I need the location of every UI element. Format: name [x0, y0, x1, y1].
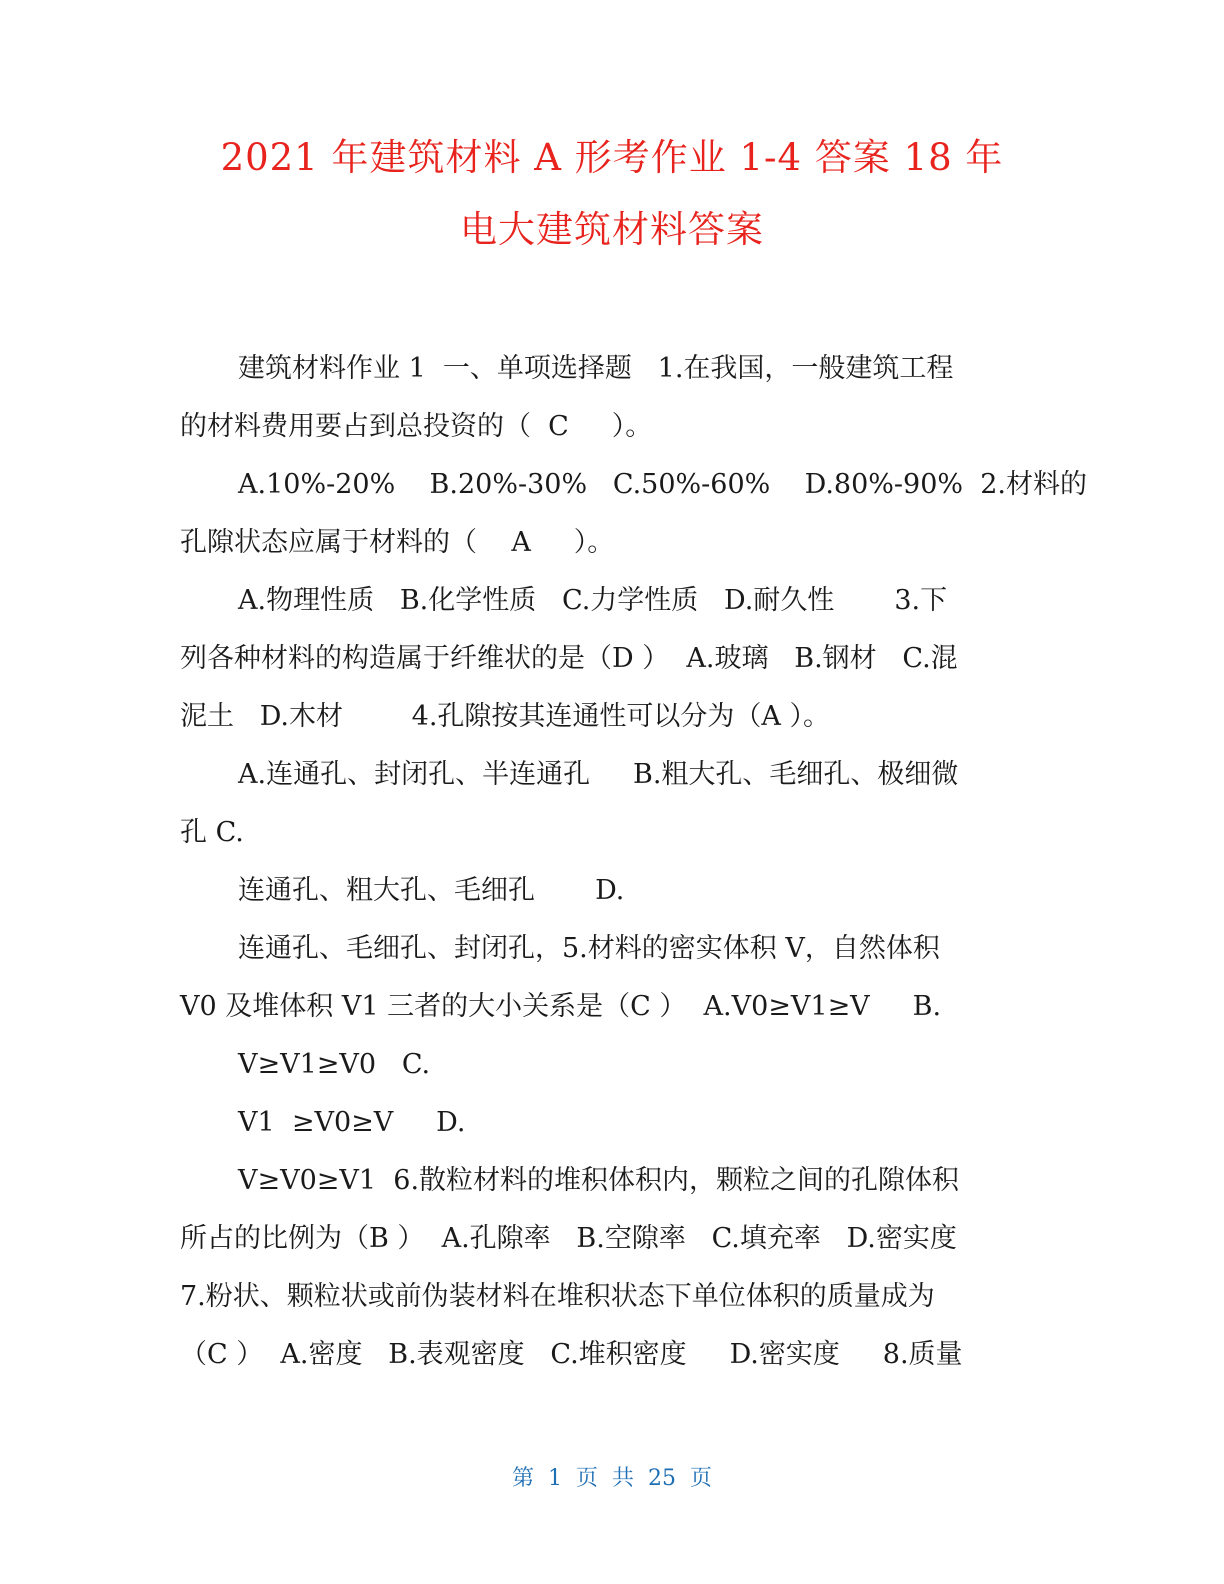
body-line: V1 ≥V0≥V D. [238, 1107, 466, 1138]
body-line: （C ） A.密度 B.表观密度 C.堆积密度 D.密实度 8.质量 [180, 1339, 963, 1370]
body-line: 孔隙状态应属于材料的（ A ）。 [180, 527, 615, 558]
body-line: 的材料费用要占到总投资的（ C ）。 [180, 411, 653, 442]
body-line: A.物理性质 B.化学性质 C.力学性质 D.耐久性 3.下 [238, 585, 948, 616]
body-line: V0 及堆体积 V1 三者的大小关系是（C ） A.V0≥V1≥V B. [180, 991, 942, 1022]
body-line: 所占的比例为（B ） A.孔隙率 B.空隙率 C.填充率 D.密实度 [180, 1223, 957, 1254]
body-line: 连通孔、毛细孔、封闭孔，5.材料的密实体积 V，自然体积 [238, 933, 940, 964]
page-footer: 第 1 页 共 25 页 [512, 1466, 712, 1491]
body-line: 7.粉状、颗粒状或前伪装材料在堆积状态下单位体积的质量成为 [180, 1281, 935, 1312]
body-line: A.连通孔、封闭孔、半连通孔 B.粗大孔、毛细孔、极细微 [238, 759, 959, 790]
body-line: 建筑材料作业 1 一、单项选择题 1.在我国，一般建筑工程 [238, 353, 954, 384]
title-line-2: 电大建筑材料答案 [460, 208, 764, 251]
document-title [150, 122, 1074, 266]
body-line: V≥V1≥V0 C. [238, 1049, 431, 1080]
body-line: V≥V0≥V1 6.散粒材料的堆积体积内，颗粒之间的孔隙体积 [238, 1165, 960, 1196]
body-line: 列各种材料的构造属于纤维状的是（D ） A.玻璃 B.钢材 C.混 [180, 643, 958, 674]
body-line: 孔 C. [180, 817, 244, 848]
body-line: 泥土 D.木材 4.孔隙按其连通性可以分为（A ）。 [180, 701, 831, 732]
document-body [180, 340, 1087, 1384]
body-line: A.10%-20% B.20%-30% C.50%-60% D.80%-90% 2.材料的 [238, 469, 1087, 500]
body-line: 连通孔、粗大孔、毛细孔 D. [238, 875, 625, 906]
title-line-1: 2021 年建筑材料 A 形考作业 1-4 答案 18 年 [220, 136, 1004, 179]
